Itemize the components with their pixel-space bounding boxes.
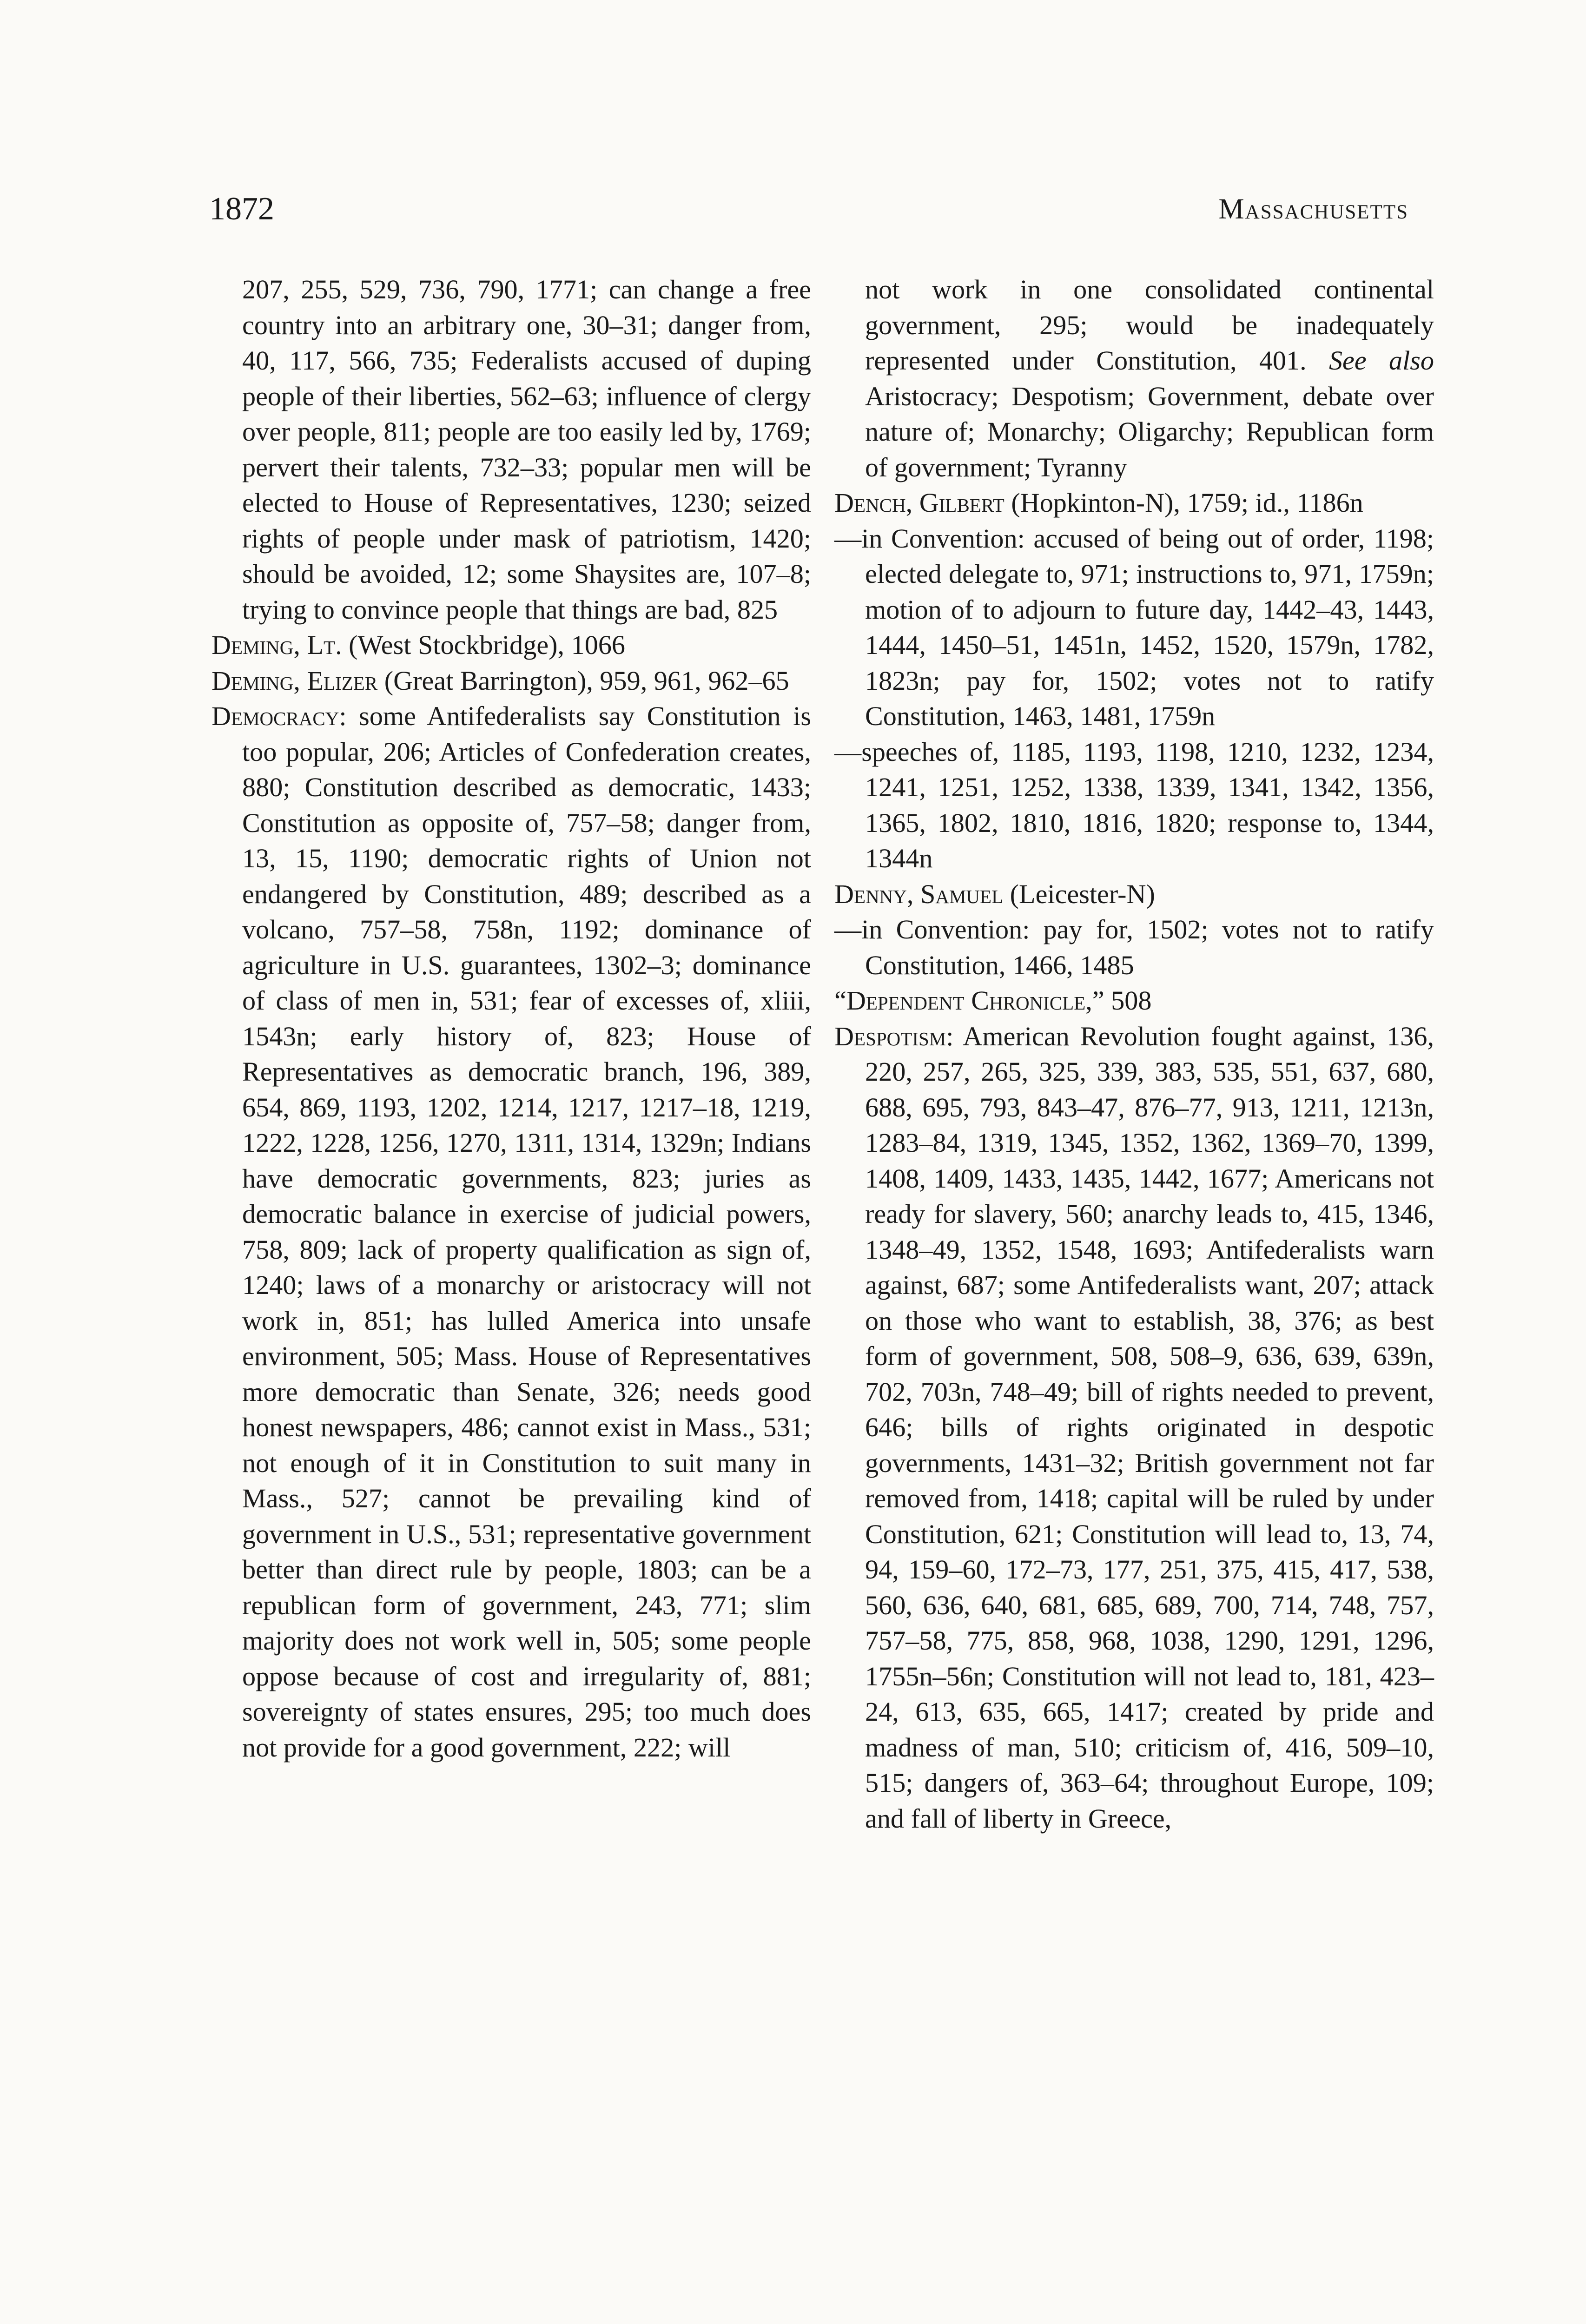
entry-heading: Dench, Gilbert: [834, 488, 1004, 518]
left-column: [211, 272, 811, 1765]
index-entry-despotism: [834, 1019, 1434, 1837]
entry-body: (Hopkinton-N), 1759; id., 1186n: [1004, 488, 1363, 518]
running-head: Massachusetts: [1218, 193, 1408, 225]
index-entry-dependent-chronicle: [834, 983, 1434, 1019]
entry-heading: Denny, Samuel: [834, 878, 1004, 909]
entry-heading: Democracy: [211, 701, 339, 731]
index-entry-deming-elizer: [211, 663, 811, 699]
entry-heading: Despotism: [834, 1021, 946, 1051]
entry-body: : some Antifederalists say Constitution is too popular, 206; Articles of Confederation creates, 880; Constitution described as democratic, 1433; Constitution as opposite of, 757–58; danger from, 13, 15, 1190; democratic rights of Union not endangered by Constitution, 489; described as a volcano, 757–58, 758n, 1192; dominance of agriculture in U.S. guarantees, 1302–3; dominance of class of men in, 531; fear of excesses of, xliii, 1543n; early history of, 823; House of Representatives as democratic branch, 196, 389, 654, 869, 1193, 1202, 1214, 1217, 1217–18, 1219, 1222, 1228, 1256, 1270, 1311, 1314, 1329n; Indians have democratic governments, 823; juries as democratic balance in exercise of judicial powers, 758, 809; lack of property qualification as sign of, 1240; laws of a monarchy or aristocracy will not work in, 851; has lulled America into unsafe environment, 505; Mass. House of Representatives more democratic than Senate, 326; needs good honest newspapers, 486; cannot exist in Mass., 531; not enough of it in Constitution to suit many in Mass., 527; cannot be prevailing kind of government in U.S., 531; representative government better than direct rule by people, 1803; can be a republican form of government, 243, 771; slim majority does not work well in, 505; some people oppose because of cost and irregularity of, 881; sovereignty of states ensures, 295; too much does not provide for a good government, 222; will: [242, 701, 811, 1763]
index-entry-continuation: 207, 255, 529, 736, 790, 1771; can change a free country into an arbitrary one, 30–31; danger from, 40, 117, 566, 735; Federalists accused of duping people of their liberties, 562–63; influence of clergy over people, 811; people are too easily led by, 1769; pervert their talents, 732–33; popular men will be elected to House of Representatives, 1230; seized rights of people under mask of patriotism, 1420; should be avoided, 12; some Shaysites are, 107–8; trying to convince people that things are bad, 825: [242, 274, 811, 625]
page-header: [209, 188, 1408, 230]
entry-heading: Deming, Lt.: [211, 630, 342, 660]
entry-body: not work in one consolidated continental government, 295; would be inadequately represented under Constitution, 401.: [865, 274, 1434, 376]
index-subentry: —in Convention: pay for, 1502; votes not to ratify Constitution, 1466, 1485: [834, 914, 1434, 980]
see-also-reference: See also: [1328, 345, 1434, 376]
index-entry-denny: [834, 877, 1434, 912]
entry-body: : American Revolution fought against, 136, 220, 257, 265, 325, 339, 383, 535, 551, 637, 680, 688, 695, 793, 843–47, 876–77, 913, 1211, 1213n, 1283–84, 1319, 1345, 1352, 1362, 1369–70, 1399, 1408, 1409, 1433, 1435, 1442, 1677; Americans not ready for slavery, 560; anarchy leads to, 415, 1346, 1348–49, 1352, 1548, 1693; Antifederalists warn against, 687; some Antifederalists want, 207; attack on those who want to establish, 38, 376; as best form of government, 508, 508–9, 636, 639, 639n, 702, 703n, 748–49; bill of rights needed to prevent, 646; bills of rights originated in despotic governments, 1431–32; British government not far removed from, 1418; capital will be ruled by under Constitution, 621; Constitution will lead to, 13, 74, 94, 159–60, 172–73, 177, 251, 375, 415, 417, 538, 560, 636, 640, 681, 685, 689, 700, 714, 748, 757, 757–58, 775, 858, 968, 1038, 1290, 1291, 1296, 1755n–56n; Constitution will not lead to, 181, 423–24, 613, 635, 665, 1417; created by pride and madness of man, 510; criticism of, 416, 509–10, 515; dangers of, 363–64; throughout Europe, 109; and fall of liberty in Greece,: [865, 1021, 1434, 1834]
index-subentry: —speeches of, 1185, 1193, 1198, 1210, 1232, 1234, 1241, 1251, 1252, 1338, 1339, 1341, 1342, 1356, 1365, 1802, 1810, 1816, 1820; response to, 1344, 1344n: [834, 736, 1434, 873]
index-entry-democracy: [211, 699, 811, 1765]
page-number: 1872: [209, 191, 274, 227]
entry-heading: “Dependent Chronicle,”: [834, 985, 1104, 1016]
index-entry-dench: [834, 485, 1434, 521]
entry-body: 508: [1104, 985, 1152, 1016]
entry-body: (Great Barrington), 959, 961, 962–65: [377, 665, 789, 696]
index-subentry: —in Convention: accused of being out of order, 1198; elected delegate to, 971; instructions to, 971, 1759n; motion of to adjourn to future day, 1442–43, 1443, 1444, 1450–51, 1451n, 1452, 1520, 1579n, 1782, 1823n; pay for, 1502; votes not to ratify Constitution, 1463, 1481, 1759n: [834, 523, 1434, 731]
entry-heading: Deming, Elizer: [211, 665, 378, 696]
index-entry-deming-lt: [211, 627, 811, 663]
right-column: [834, 272, 1434, 1836]
entry-body: Aristocracy; Despotism; Government, debate over nature of; Monarchy; Oligarchy; Republican form of government; Tyranny: [865, 381, 1434, 482]
entry-body: (West Stockbridge), 1066: [342, 630, 626, 660]
entry-body: (Leicester-N): [1003, 878, 1155, 909]
index-entry-continuation: [834, 272, 1434, 485]
